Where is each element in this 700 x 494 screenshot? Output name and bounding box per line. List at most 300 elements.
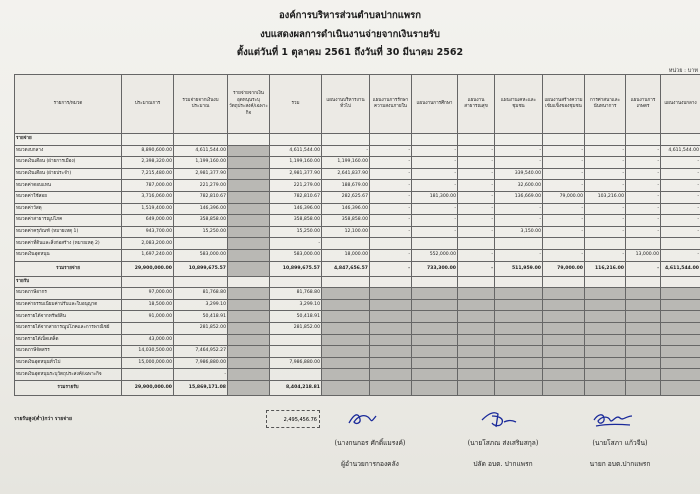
row-label: หมวดค่าครุภัณฑ์ (หมายเหตุ 1) (15, 226, 122, 238)
row-label: หมวดรายได้จากสาธารณูปโภคและการพาณิชย์ (15, 322, 122, 334)
table-cell (228, 226, 270, 238)
table-cell: 188,679.00 (322, 180, 370, 192)
table-cell (228, 249, 270, 261)
table-cell (228, 369, 270, 381)
table-cell: 358,858.00 (322, 215, 370, 227)
table-row (15, 288, 700, 300)
table-cell: 221,279.00 (270, 180, 322, 192)
signature-1-image (346, 410, 380, 428)
column-header: แผนงานสร้างความเข้มแข็งของชุมชน (543, 75, 585, 134)
table-cell: - (370, 215, 412, 227)
column-header: แผนงานสาธารณสุข (458, 75, 495, 134)
table-cell (626, 357, 661, 369)
table-cell: - (458, 203, 495, 215)
table-cell: - (370, 226, 412, 238)
table-cell: 10,899,675.57 (270, 261, 322, 276)
table-cell: - (585, 168, 626, 180)
table-cell: 146,396.00 (174, 203, 228, 215)
table-cell (661, 288, 700, 300)
signature-2-title: ปลัด อบต. ปากแพรก (473, 460, 533, 468)
table-cell (543, 311, 585, 323)
table-cell: 733,300.00 (412, 261, 458, 276)
table-cell (322, 346, 370, 358)
table-cell: 103,216.00 (585, 191, 626, 203)
table-cell (270, 276, 322, 288)
signature-3-title: นายก อบต.ปากแพรก (589, 460, 651, 468)
table-cell: 583,000.00 (270, 249, 322, 261)
balance-label: รายรับสูง(ต่ำ)กว่า รายจ่าย (14, 416, 72, 422)
table-cell (458, 299, 495, 311)
table-cell: - (174, 369, 228, 381)
org-name: องค์การบริหารส่วนตำบลปากแพรก (278, 10, 422, 21)
table-cell: - (458, 145, 495, 157)
table-cell (228, 203, 270, 215)
table-cell (412, 322, 458, 334)
table-cell (626, 334, 661, 346)
table-cell (458, 357, 495, 369)
table-cell (370, 369, 412, 381)
table-cell (174, 238, 228, 250)
table-row (15, 369, 700, 381)
table-cell: - (543, 215, 585, 227)
table-cell (370, 134, 412, 146)
table-cell (585, 346, 626, 358)
table-cell (228, 134, 270, 146)
table-cell: - (585, 180, 626, 192)
table-cell (585, 299, 626, 311)
table-cell (585, 288, 626, 300)
table-cell (585, 276, 626, 288)
table-cell (543, 238, 585, 250)
table-cell: 12,100.00 (322, 226, 370, 238)
header-row (15, 75, 700, 134)
table-cell (412, 238, 458, 250)
table-cell: 29,900,000.00 (122, 380, 174, 395)
table-cell (543, 357, 585, 369)
table-cell (122, 134, 174, 146)
table-cell: - (370, 168, 412, 180)
table-cell: - (412, 226, 458, 238)
table-cell (228, 299, 270, 311)
table-cell (458, 334, 495, 346)
table-cell: 15,869,171.08 (174, 380, 228, 395)
table-cell (412, 357, 458, 369)
table-cell: 4,611,544.00 (174, 145, 228, 157)
table-cell (174, 334, 228, 346)
table-cell: 4,611,544.00 (661, 261, 700, 276)
table-cell (228, 288, 270, 300)
table-cell: - (626, 168, 661, 180)
table-cell: - (458, 157, 495, 169)
table-cell: - (495, 145, 543, 157)
table-cell: 221,279.00 (174, 180, 228, 192)
column-header: การศาสนาและนันทนาการ (585, 75, 626, 134)
table-cell: 7,464,952.27 (174, 346, 228, 358)
table-cell (270, 134, 322, 146)
column-header: รวมจ่ายจากเงินงบประมาณ (174, 75, 228, 134)
table-cell: 2,981,377.90 (270, 168, 322, 180)
column-header: แผนงานการรักษาความสงบภายใน (370, 75, 412, 134)
table-cell (122, 369, 174, 381)
table-cell (626, 322, 661, 334)
expense-report-table (14, 74, 700, 396)
row-label: หมวดเงินอุดหนุน (15, 249, 122, 261)
table-cell: 181,300.00 (412, 191, 458, 203)
unit-label: หน่วย : บาท (668, 68, 698, 74)
table-cell: - (585, 215, 626, 227)
table-cell (412, 346, 458, 358)
table-cell: - (370, 180, 412, 192)
table-cell (626, 134, 661, 146)
table-cell (370, 276, 412, 288)
table-cell (661, 369, 700, 381)
table-cell (228, 215, 270, 227)
table-cell: 8,890,600.00 (122, 145, 174, 157)
table-cell: 50,418.91 (270, 311, 322, 323)
table-row (15, 215, 700, 227)
table-cell: 358,858.00 (270, 215, 322, 227)
column-header: ประมาณการ (122, 75, 174, 134)
table-cell (585, 238, 626, 250)
table-cell (122, 276, 174, 288)
table-cell (661, 299, 700, 311)
table-cell: - (495, 215, 543, 227)
table-cell (585, 322, 626, 334)
table-cell: - (585, 249, 626, 261)
table-cell: - (370, 191, 412, 203)
table-cell (228, 276, 270, 288)
table-cell: 358,858.00 (174, 215, 228, 227)
total-row (15, 380, 700, 395)
table-cell (495, 276, 543, 288)
table-cell: 2,398,320.00 (122, 157, 174, 169)
report-title: งบแสดงผลการดำเนินงานจ่ายจากเงินรายรับ (260, 29, 440, 40)
table-row (15, 311, 700, 323)
table-cell (322, 357, 370, 369)
table-cell: 15,250.00 (174, 226, 228, 238)
table-cell: - (370, 157, 412, 169)
table-cell: 4,847,656.57 (322, 261, 370, 276)
table-cell (370, 334, 412, 346)
table-cell: - (661, 226, 700, 238)
table-cell (458, 288, 495, 300)
table-cell (585, 334, 626, 346)
row-label: หมวดเงินเดือน (ฝ่ายการเมือง) (15, 157, 122, 169)
table-row (15, 249, 700, 261)
column-header: รวม (270, 75, 322, 134)
table-cell: - (543, 203, 585, 215)
table-cell (495, 380, 543, 395)
table-cell (661, 134, 700, 146)
table-cell: - (458, 180, 495, 192)
table-cell (495, 238, 543, 250)
table-cell (543, 276, 585, 288)
table-cell: - (661, 168, 700, 180)
table-cell: - (661, 215, 700, 227)
table-cell (322, 276, 370, 288)
table-cell (661, 322, 700, 334)
table-cell: 3,716,060.00 (122, 191, 174, 203)
table-row (15, 238, 700, 250)
table-row (15, 180, 700, 192)
column-header: แผนงานงบกลาง (661, 75, 700, 134)
table-cell: 281,852.00 (270, 322, 322, 334)
table-cell: - (458, 191, 495, 203)
table-cell (585, 369, 626, 381)
table-cell: - (412, 215, 458, 227)
table-cell: - (370, 145, 412, 157)
table-cell (661, 346, 700, 358)
table-cell (458, 311, 495, 323)
table-cell: 943,700.00 (122, 226, 174, 238)
table-cell: 7,986,880.00 (174, 357, 228, 369)
table-cell (122, 322, 174, 334)
row-label: หมวดเงินอุดหนุนทั่วไป (15, 357, 122, 369)
row-label: หมวดรายได้เบ็ดเตล็ด (15, 334, 122, 346)
section-row (15, 276, 700, 288)
table-cell: - (458, 226, 495, 238)
table-cell (585, 311, 626, 323)
table-cell: - (412, 180, 458, 192)
table-cell: 583,000.00 (174, 249, 228, 261)
table-cell: 136,669.00 (495, 191, 543, 203)
table-row (15, 203, 700, 215)
table-cell: - (543, 157, 585, 169)
table-cell (322, 369, 370, 381)
table-cell: - (626, 191, 661, 203)
signature-1-title: ผู้อำนวยการกองคลัง (341, 460, 399, 468)
table-cell: 2,641,837.90 (322, 168, 370, 180)
table-cell (495, 322, 543, 334)
table-cell (228, 380, 270, 395)
table-cell: 18,500.00 (122, 299, 174, 311)
column-header: แผนงานการศึกษา (412, 75, 458, 134)
table-cell: - (626, 215, 661, 227)
table-cell (370, 322, 412, 334)
table-cell (228, 180, 270, 192)
table-row (15, 346, 700, 358)
table-cell (412, 334, 458, 346)
table-cell: - (458, 249, 495, 261)
table-cell: - (495, 157, 543, 169)
table-cell (228, 145, 270, 157)
table-cell (412, 276, 458, 288)
table-cell: - (585, 226, 626, 238)
table-cell: - (495, 203, 543, 215)
row-label: หมวดงบกลาง (15, 145, 122, 157)
table-cell (228, 261, 270, 276)
table-cell: - (458, 261, 495, 276)
table-cell (543, 369, 585, 381)
table-cell (495, 299, 543, 311)
table-cell (322, 238, 370, 250)
table-row (15, 157, 700, 169)
table-cell: - (543, 168, 585, 180)
table-cell (626, 299, 661, 311)
table-cell: - (370, 203, 412, 215)
table-cell (458, 369, 495, 381)
table-cell (270, 369, 322, 381)
table-cell (228, 346, 270, 358)
table-cell (626, 369, 661, 381)
table-cell: 649,000.00 (122, 215, 174, 227)
table-cell (495, 134, 543, 146)
table-cell: - (626, 226, 661, 238)
table-cell: 2,981,377.90 (174, 168, 228, 180)
table-cell: 79,000.00 (543, 261, 585, 276)
table-cell (543, 288, 585, 300)
section-label: รายจ่าย (15, 134, 122, 146)
table-cell (412, 369, 458, 381)
table-cell (412, 288, 458, 300)
table-cell (322, 334, 370, 346)
table-cell: 782,810.67 (270, 191, 322, 203)
table-cell: - (543, 145, 585, 157)
table-cell: - (543, 249, 585, 261)
column-header: แผนงานเคหะและชุมชน (495, 75, 543, 134)
column-header: รายจ่ายจากเงินอุดหนุนระบุวัตถุประสงค์/เฉพาะกิจ (228, 75, 270, 134)
table-cell: 14,030,500.00 (122, 346, 174, 358)
row-label: หมวดรายได้จากทรัพย์สิน (15, 311, 122, 323)
table-cell: - (412, 157, 458, 169)
table-cell (543, 334, 585, 346)
table-cell: - (585, 157, 626, 169)
table-cell (458, 322, 495, 334)
table-cell (585, 380, 626, 395)
balance-value: 2,495,456.76 (266, 410, 320, 428)
table-cell (661, 357, 700, 369)
signature-2-image (478, 408, 518, 430)
table-cell (458, 346, 495, 358)
table-cell (322, 134, 370, 146)
row-label: หมวดเงินเดือน (ฝ่ายประจำ) (15, 168, 122, 180)
table-cell (543, 322, 585, 334)
table-cell: 32,600.00 (495, 180, 543, 192)
table-cell: 787,000.00 (122, 180, 174, 192)
table-cell: - (661, 157, 700, 169)
table-cell: 4,611,544.00 (270, 145, 322, 157)
table-cell (543, 346, 585, 358)
table-row (15, 357, 700, 369)
table-cell (495, 346, 543, 358)
table-cell: - (412, 203, 458, 215)
table-cell: 29,900,000.00 (122, 261, 174, 276)
table-cell (322, 288, 370, 300)
table-cell (270, 334, 322, 346)
signature-3-image (590, 410, 634, 430)
table-cell (174, 134, 228, 146)
table-cell: - (661, 180, 700, 192)
table-cell (174, 276, 228, 288)
table-cell: 2,083,200.00 (122, 238, 174, 250)
table-cell (370, 357, 412, 369)
table-row (15, 145, 700, 157)
table-cell: - (458, 168, 495, 180)
table-cell (412, 311, 458, 323)
table-cell: 91,000.00 (122, 311, 174, 323)
table-cell (370, 288, 412, 300)
table-cell: 10,899,675.57 (174, 261, 228, 276)
table-cell (270, 346, 322, 358)
table-cell: - (543, 226, 585, 238)
table-cell (370, 346, 412, 358)
table-cell (322, 299, 370, 311)
table-cell: 79,000.00 (543, 191, 585, 203)
row-label: หมวดเงินอุดหนุนระบุวัตถุประสงค์/เฉพาะกิจ (15, 369, 122, 381)
table-cell: - (458, 215, 495, 227)
table-cell (661, 334, 700, 346)
signature-1-name: (นางกนกอร ศักดิ์แมรงค์) (334, 439, 406, 447)
table-cell (626, 311, 661, 323)
table-cell (495, 311, 543, 323)
row-label: หมวดค่าสาธารณูปโภค (15, 215, 122, 227)
table-cell: 7,215,480.00 (122, 168, 174, 180)
table-cell: - (626, 203, 661, 215)
table-cell: 116,216.00 (585, 261, 626, 276)
table-cell (228, 157, 270, 169)
table-cell: - (412, 145, 458, 157)
table-cell: - (370, 261, 412, 276)
report-period: ตั้งแต่วันที่ 1 ตุลาคม 2561 ถึงวันที่ 30 มีนาคม 2562 (236, 47, 464, 58)
table-cell: - (626, 261, 661, 276)
table-cell (370, 238, 412, 250)
section-row (15, 134, 700, 146)
table-row (15, 322, 700, 334)
signature-3-name: (นายโสภา แก้วจีน) (592, 439, 648, 447)
table-cell (228, 311, 270, 323)
table-cell (626, 346, 661, 358)
table-cell: 13,000.00 (626, 249, 661, 261)
section-label: รายรับ (15, 276, 122, 288)
table-cell (626, 288, 661, 300)
table-cell (626, 276, 661, 288)
table-cell (228, 168, 270, 180)
row-label: หมวดภาษีจัดสรร (15, 346, 122, 358)
table-cell (495, 288, 543, 300)
table-cell: 4,611,544.00 (661, 145, 700, 157)
table-cell: 50,418.91 (174, 311, 228, 323)
table-cell: - (661, 249, 700, 261)
table-cell (626, 380, 661, 395)
table-cell: - (661, 203, 700, 215)
table-cell: 281,852.00 (174, 322, 228, 334)
table-cell (412, 134, 458, 146)
table-cell: 3,299.10 (270, 299, 322, 311)
table-cell (495, 334, 543, 346)
table-cell: 8,404,218.81 (270, 380, 322, 395)
table-cell: 552,000.00 (412, 249, 458, 261)
table-cell: 18,000.00 (322, 249, 370, 261)
table-cell (585, 357, 626, 369)
table-cell: 782,810.67 (174, 191, 228, 203)
table-cell (495, 369, 543, 381)
table-row (15, 334, 700, 346)
table-cell: 282,625.67 (322, 191, 370, 203)
table-cell (458, 238, 495, 250)
table-cell: 1,199,160.00 (270, 157, 322, 169)
table-cell: - (412, 168, 458, 180)
table-cell (228, 191, 270, 203)
table-cell (661, 380, 700, 395)
row-label: หมวดค่าใช้สอย (15, 191, 122, 203)
table-cell: 81,768.80 (270, 288, 322, 300)
table-cell (322, 380, 370, 395)
row-label: หมวดค่าที่ดินและสิ่งก่อสร้าง (หมายเหตุ 2) (15, 238, 122, 250)
table-cell: - (270, 238, 322, 250)
table-cell (458, 276, 495, 288)
table-cell (228, 238, 270, 250)
table-cell: 15,000,000.00 (122, 357, 174, 369)
